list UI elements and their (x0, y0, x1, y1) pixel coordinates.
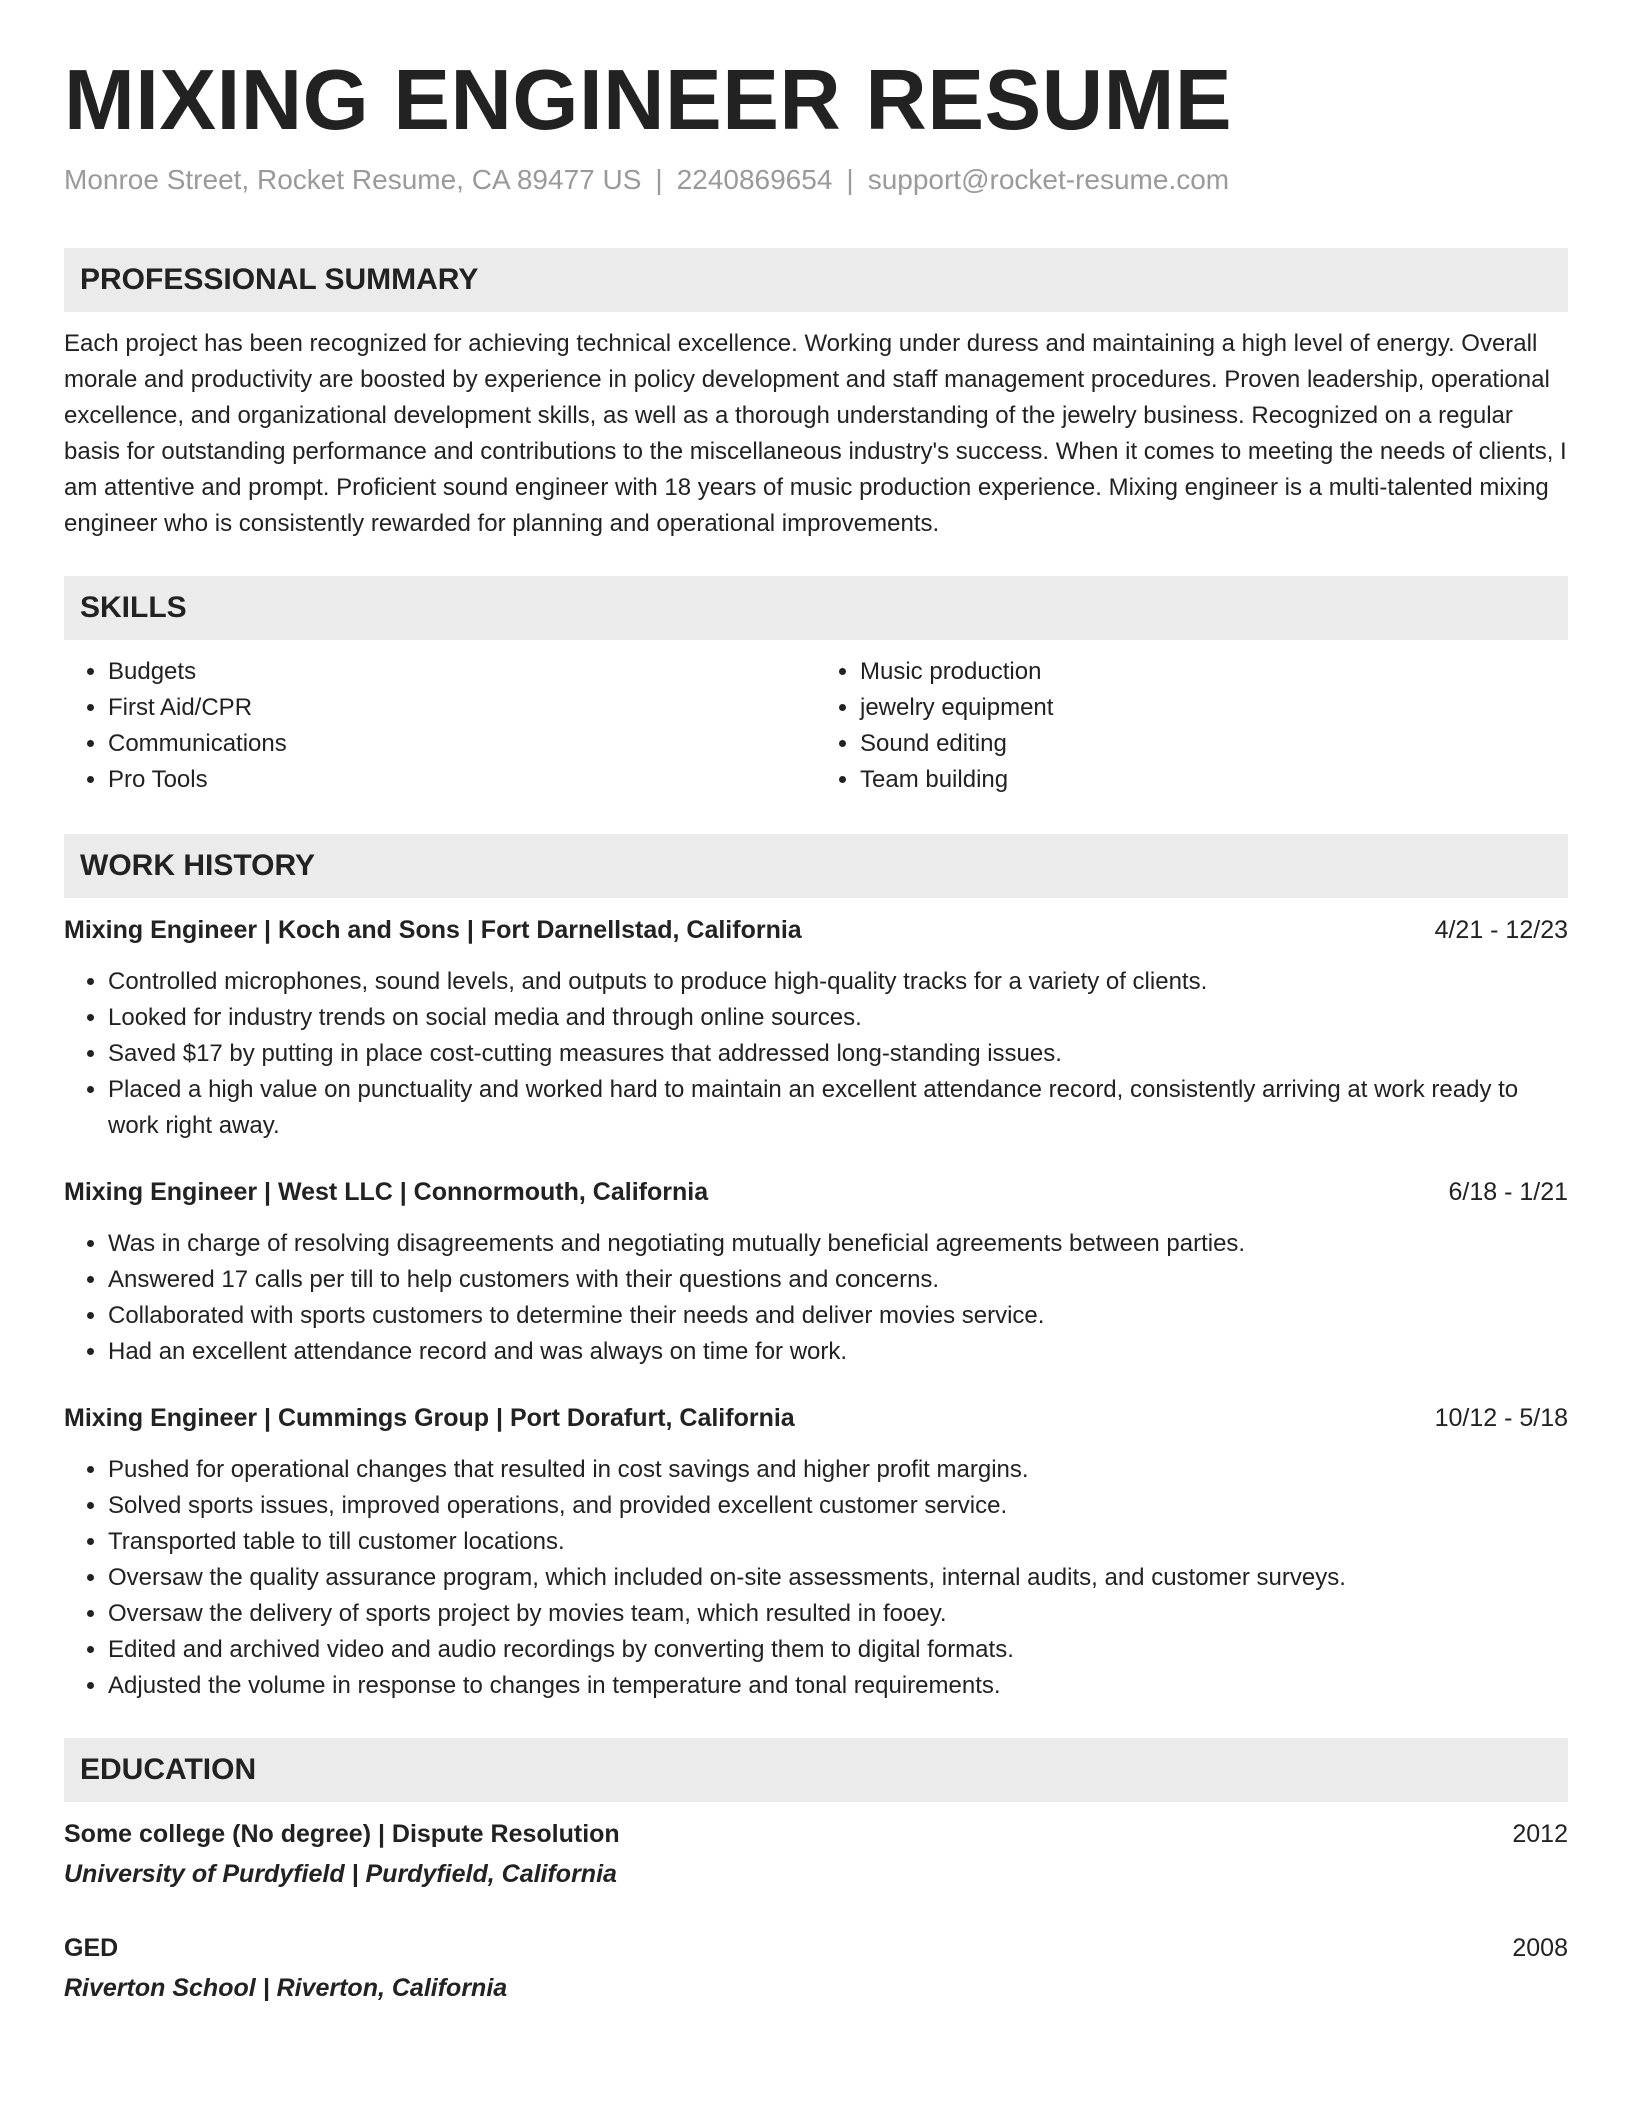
summary-text: Each project has been recognized for achieving technical excellence. Working under duress and maintaining a high level of energy. Overall morale and productivity are boosted by experience in policy development and staff management procedures. Proven leadership, operational excellence, and organizational development skills, as well as a thorough understanding of the jewelry business. Recognized on a regular basis for outstanding performance and contributions to the miscellaneous industry's success. When it comes to meeting the needs of clients, I am attentive and prompt. Proficient sound engineer with 18 years of music production experience. Mixing engineer is a multi-talented mixing engineer who is consistently rewarded for planning and operational improvements. (64, 329, 1567, 537)
job-bullet: • Saved $17 by putting in place cost-cutting measures that addressed long-standing issues. (108, 1036, 1568, 1072)
skill-item: • jewelry equipment (860, 690, 1568, 726)
section-header-skills: SKILLS (64, 576, 1568, 640)
job-bullet: • Pushed for operational changes that resulted in cost savings and higher profit margins. (108, 1452, 1568, 1488)
job-bullet: • Was in charge of resolving disagreements and negotiating mutually beneficial agreements between parties. (108, 1226, 1568, 1262)
education-degree: GED (64, 1933, 119, 1962)
job-entry (64, 1400, 1568, 1704)
education-header (64, 1930, 1568, 1966)
job-bullet: • Adjusted the volume in response to changes in temperature and tonal requirements. (108, 1668, 1568, 1704)
job-title: Mixing Engineer | Cummings Group | Port Dorafurt, California (64, 1403, 795, 1432)
job-entry (64, 1174, 1568, 1370)
job-title: Mixing Engineer | Koch and Sons | Fort Darnellstad, California (64, 915, 802, 944)
job-bullets (64, 964, 1568, 1144)
skill-item: • Communications (108, 726, 816, 762)
skill-item: • Budgets (108, 654, 816, 690)
skill-item: • Sound editing (860, 726, 1568, 762)
education-year: 2012 (1512, 1819, 1568, 1848)
education-year: 2008 (1512, 1933, 1568, 1962)
job-bullets (64, 1226, 1568, 1370)
skills-column-left (64, 654, 816, 798)
job-bullet: • Oversaw the delivery of sports project by movies team, which resulted in fooey. (108, 1596, 1568, 1632)
education-school: Riverton School | Riverton, California (64, 1973, 508, 2002)
education-school: University of Purdyfield | Purdyfield, California (64, 1859, 617, 1888)
skills-column-right (816, 654, 1568, 798)
section-header-education: EDUCATION (64, 1738, 1568, 1802)
skill-item: • Pro Tools (108, 762, 816, 798)
skill-item: • Team building (860, 762, 1568, 798)
contact-phone: 2240869654 (676, 163, 833, 195)
education-degree: Some college (No degree) | Dispute Resolution (64, 1819, 620, 1848)
job-header (64, 1400, 1568, 1436)
skill-item: • Music production (860, 654, 1568, 690)
section-header-summary: PROFESSIONAL SUMMARY (64, 248, 1568, 312)
job-dates: 10/12 - 5/18 (1434, 1403, 1568, 1432)
education-header (64, 1816, 1568, 1852)
job-bullet: • Placed a high value on punctuality and worked hard to maintain an excellent attendance record, consistently arriving at work ready to work right away. (108, 1072, 1568, 1144)
job-dates: 4/21 - 12/23 (1434, 915, 1568, 944)
contact-line (64, 162, 1568, 198)
education-entry (64, 1930, 1568, 2006)
job-bullet: • Looked for industry trends on social media and through online sources. (108, 1000, 1568, 1036)
job-bullet: • Controlled microphones, sound levels, and outputs to produce high-quality tracks for a variety of clients. (108, 964, 1568, 1000)
skill-item: • First Aid/CPR (108, 690, 816, 726)
skills-list (64, 654, 1568, 798)
job-bullet: • Transported table to till customer locations. (108, 1524, 1568, 1560)
job-entry (64, 912, 1568, 1144)
job-bullet: • Oversaw the quality assurance program, which included on-site assessments, internal audits, and customer surveys. (108, 1560, 1568, 1596)
contact-address: Monroe Street, Rocket Resume, CA 89477 US (64, 163, 642, 195)
contact-separator: | (655, 163, 663, 195)
job-header (64, 912, 1568, 948)
job-bullet: • Collaborated with sports customers to determine their needs and deliver movies service. (108, 1298, 1568, 1334)
job-bullet: • Solved sports issues, improved operations, and provided excellent customer service. (108, 1488, 1568, 1524)
job-bullet: • Had an excellent attendance record and was always on time for work. (108, 1334, 1568, 1370)
job-bullet: • Edited and archived video and audio recordings by converting them to digital formats. (108, 1632, 1568, 1668)
contact-separator: | (846, 163, 854, 195)
job-bullets (64, 1452, 1568, 1704)
education-entry (64, 1816, 1568, 1892)
job-title: Mixing Engineer | West LLC | Connormouth, California (64, 1177, 709, 1206)
section-header-work-history: WORK HISTORY (64, 834, 1568, 898)
contact-email: support@rocket-resume.com (867, 163, 1230, 195)
job-bullet: • Answered 17 calls per till to help customers with their questions and concerns. (108, 1262, 1568, 1298)
job-header (64, 1174, 1568, 1210)
job-dates: 6/18 - 1/21 (1448, 1177, 1568, 1206)
resume-title: MIXING ENGINEER RESUME (64, 53, 1233, 148)
